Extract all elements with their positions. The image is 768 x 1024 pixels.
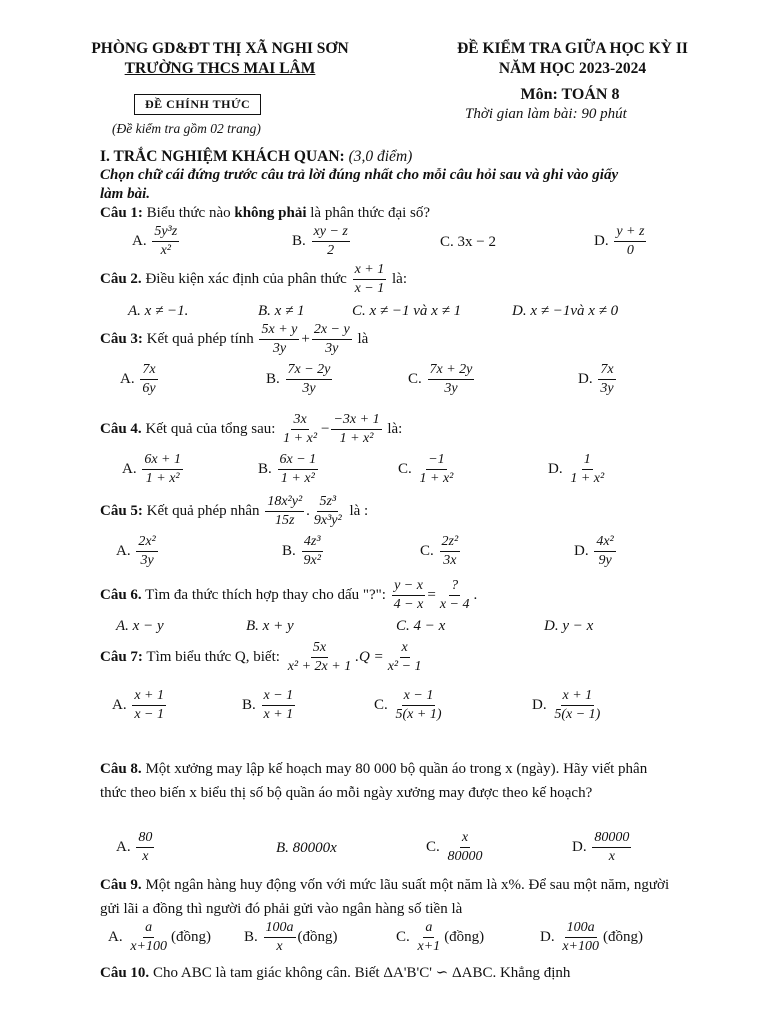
- q4-option-b: B. $\frac{6x - 1}{\text{1 + x²}}$: [258, 452, 317, 487]
- q7-option-b: B. $\frac{x - 1}{x + 1}$: [242, 688, 294, 723]
- q9-text: Một ngân hàng huy động vốn với mức lãu suất một năm là x%. Để sau một năm, người gửi lãi a đồng thì người đó phải gửi vào ngân hàng số tiền là: [100, 877, 670, 917]
- q2-tail: là:: [392, 271, 408, 288]
- q1-text-a: Biểu thức nào: [146, 205, 231, 221]
- q4-tail: là:: [387, 421, 403, 438]
- q3-text: Kết quả phép tính: [146, 331, 254, 348]
- q2-label: Câu 2.: [100, 271, 142, 288]
- q1-option-b-fraction: $\frac{xy - z}{2}$: [313, 224, 348, 259]
- pages-note: (Đề kiểm tra gồm 02 trang): [112, 121, 261, 136]
- q1-label: Câu 1:: [100, 205, 143, 221]
- q8-option-a: A. $\frac{80}{x}$: [116, 830, 153, 865]
- department-name: PHÒNG GD&ĐT THỊ XÃ NGHI SƠN: [91, 40, 349, 57]
- q7-option-a: A. $\frac{x + 1}{x - 1}$: [112, 688, 165, 723]
- q2-fraction: $\frac{x + 1}{x - 1}$: [354, 262, 385, 297]
- q2-option-c: C. x ≠ −1 và x ≠ 1: [352, 303, 462, 319]
- q3-fraction-1: $\frac{5x + y}{3y}$: [261, 322, 298, 357]
- q6-option-d: D. y − x: [544, 618, 594, 634]
- q8-option-b: B. 80000x: [276, 840, 337, 856]
- q8-label: Câu 8.: [100, 761, 142, 777]
- q10-text: Cho ABC là tam giác không cân. Biết ΔA'B'C' ∽ ΔABC. Khẳng định: [152, 965, 571, 981]
- q4-option-d: D. $\frac{1}{\text{1 + x²}}$: [548, 452, 605, 487]
- instruction-line-1: Chọn chữ cái đứng trước câu trả lời đúng nhất cho mỗi câu hỏi sau và ghi vào giấy: [100, 167, 619, 183]
- q4-fraction-1: $\frac{3x}{\text{1 + x²}}$: [283, 412, 318, 447]
- q1-text-bold: không phải: [234, 205, 307, 221]
- section-title: [100, 148, 412, 166]
- q4-option-c: C. $\frac{-1}{\text{1 + x²}}$: [398, 452, 454, 487]
- question-2: [100, 262, 407, 297]
- q6-text: Tìm đa thức thích hợp thay cho dấu "?":: [145, 587, 386, 604]
- q9-label: Câu 9.: [100, 877, 142, 893]
- q9-option-b: B. $\frac{100a}{x}$ (đồng): [244, 920, 338, 955]
- q2-option-b: B. x ≠ 1: [258, 303, 305, 319]
- q5-option-a: A. $\frac{\text{2x²}}{3y}$: [116, 534, 156, 569]
- question-10: [100, 963, 570, 982]
- q3-option-b: B. $\frac{7x - 2y}{3y}$: [266, 362, 331, 397]
- q6-fraction-1: $\frac{y - x}{4 - x}$: [393, 578, 424, 613]
- q5-option-c: C. $\frac{\text{2z²}}{3x}$: [420, 534, 459, 569]
- q8-option-c: C. $\frac{x}{80000}$: [426, 830, 483, 865]
- q2-option-a: A. x ≠ −1.: [128, 303, 189, 319]
- time-allowed: Thời gian làm bài: 90 phút: [465, 106, 627, 122]
- q1-option-c: C. 3x − 2: [440, 234, 496, 250]
- q1-option-a: A. $\frac{\text{5y³z}}{\text{x²}}$: [132, 224, 178, 259]
- q5-option-b: B. $\frac{\text{4z³}}{\text{9x²}}$: [282, 534, 321, 569]
- q3-option-d: D. $\frac{7x}{3y}$: [578, 362, 614, 397]
- q1-option-a-fraction: $\frac{\text{5y³z}}{\text{x²}}$: [154, 224, 178, 259]
- official-stamp: ĐỀ CHÍNH THỨC: [134, 94, 261, 115]
- instruction-line-2: làm bài.: [100, 186, 151, 202]
- q4-option-a: A. $\frac{6x + 1}{\text{1 + x²}}$: [122, 452, 182, 487]
- q1-option-b: B. $\frac{xy - z}{2}$: [292, 224, 348, 259]
- q6-label: Câu 6.: [100, 587, 142, 604]
- q3-tail: là: [357, 331, 369, 348]
- q9-option-c: C. $\frac{a}{x+1}$ (đồng): [396, 920, 485, 955]
- q5-tail: là :: [349, 503, 369, 520]
- q9-option-d: D. $\frac{100a}{x+100}$ (đồng): [540, 920, 644, 955]
- q1-option-d-fraction: $\frac{y + z}{0}$: [616, 224, 645, 259]
- q5-fraction-1: $\frac{\text{18x²y²}}{15z}$: [267, 494, 303, 529]
- subject: Môn: TOÁN 8: [520, 86, 620, 103]
- q1-option-d: D. $\frac{y + z}{0}$: [594, 224, 645, 259]
- q7-text: Tìm biểu thức Q, biết:: [146, 649, 280, 666]
- q10-label: Câu 10.: [100, 965, 150, 981]
- q4-label: Câu 4.: [100, 421, 142, 438]
- q1-text-b: là phân thức đại số?: [310, 205, 431, 221]
- question-3: Câu 3: Kết quả phép tính $\frac{5x + y}{3y}$ + $\frac{2x - y}{3y}$ là: [100, 322, 369, 357]
- question-9: [100, 873, 672, 921]
- q7-fraction-2: $\frac{x}{\text{x² − 1}}$: [387, 640, 422, 675]
- q6-option-b: B. x + y: [246, 618, 294, 634]
- q8-option-d: D. $\frac{80000}{x}$: [572, 830, 630, 865]
- q3-option-a: A. $\frac{7x}{6y}$: [120, 362, 156, 397]
- q2-text: Điều kiện xác định của phân thức: [145, 271, 347, 288]
- q5-text: Kết quả phép nhân: [146, 503, 260, 520]
- q5-label: Câu 5:: [100, 503, 143, 520]
- question-7: Câu 7: Tìm biểu thức Q, biết: $\frac{5x}{\text{x² + 2x + 1}}$ .Q = $\frac{x}{\text{x² − 1}}$: [100, 640, 422, 675]
- q4-text: Kết quả của tổng sau:: [145, 421, 276, 438]
- question-5: Câu 5: Kết quả phép nhân $\frac{\text{18x²y²}}{15z}$ . $\frac{\text{5z³}}{\text{9x³y²}}$ là :: [100, 494, 369, 529]
- exam-title: ĐỀ KIỂM TRA GIỮA HỌC KỲ II: [457, 40, 688, 57]
- q3-label: Câu 3:: [100, 331, 143, 348]
- q2-option-d: D. x ≠ −1và x ≠ 0: [512, 303, 619, 319]
- q3-fraction-2: $\frac{2x - y}{3y}$: [313, 322, 350, 357]
- q7-label: Câu 7:: [100, 649, 143, 666]
- question-4: Câu 4. Kết quả của tổng sau: $\frac{3x}{\text{1 + x²}}$ − $\frac{-3x + 1}{\text{1 + x²}}$ là:: [100, 412, 403, 447]
- q6-option-c: C. 4 − x: [396, 618, 446, 634]
- q6-option-a: A. x − y: [116, 618, 164, 634]
- school-year: NĂM HỌC 2023-2024: [498, 60, 647, 77]
- q6-fraction-2: $\frac{?}{x - 4}$: [439, 578, 470, 613]
- q8-text: Một xưởng may lập kế hoạch may 80 000 bộ quần áo trong x (ngày). Hãy viết phân thức theo biến x biểu thị số bộ quần áo mỗi ngày xưởng may được theo kế hoạch?: [100, 761, 648, 801]
- q4-fraction-2: $\frac{-3x + 1}{\text{1 + x²}}$: [333, 412, 380, 447]
- q3-option-c: C. $\frac{7x + 2y}{3y}$: [408, 362, 473, 397]
- q9-option-a: A. $\frac{a}{x+100}$ (đồng): [108, 920, 212, 955]
- q5-fraction-2: $\frac{\text{5z³}}{\text{9x³y²}}$: [313, 494, 342, 529]
- question-6: Câu 6. Tìm đa thức thích hợp thay cho dấu "?": $\frac{y - x}{4 - x}$ = $\frac{?}{x - 4}$ .: [100, 578, 478, 613]
- school-name: TRƯỜNG THCS MAI LÂM: [124, 60, 316, 77]
- q7-option-c: C. $\frac{x - 1}{5(x + 1)}$: [374, 688, 442, 723]
- question-8: [100, 757, 660, 805]
- section-title-text: I. TRẮC NGHIỆM KHÁCH QUAN:: [100, 148, 345, 165]
- question-1: [100, 205, 430, 222]
- q5-option-d: D. $\frac{\text{4x²}}{9y}$: [574, 534, 614, 569]
- section-points: (3,0 điểm): [348, 148, 413, 165]
- q7-fraction-1: $\frac{5x}{\text{x² + 2x + 1}}$: [287, 640, 352, 675]
- q7-option-d: D. $\frac{x + 1}{5(x - 1)}$: [532, 688, 601, 723]
